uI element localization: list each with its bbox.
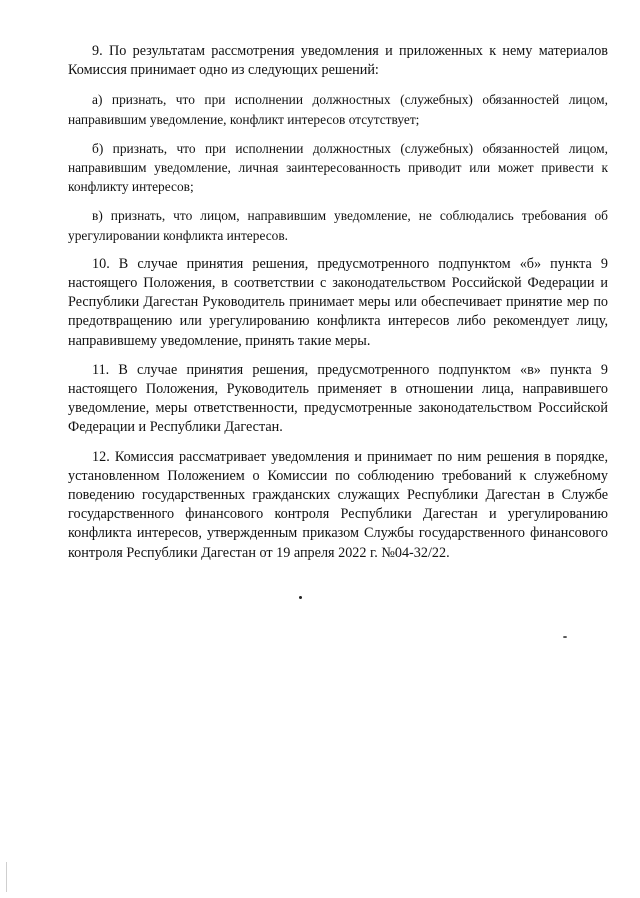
document-body bbox=[68, 42, 608, 573]
scan-speck bbox=[563, 636, 567, 638]
paragraph-12: 12. Комиссия рассматривает уведомления и принимает по ним решения в порядке, установленном Положением о Комиссии по соблюдению требований к служебному поведению государственных гражданских служащих Республики Дагестан в Службе государственного финансового контроля Республики Дагестан и урегулированию конфликта интересов, утвержденным приказом Службы государственного финансового контроля Республики Дагестан от 19 апреля 2022 г. №04-32/22. bbox=[68, 448, 608, 561]
paragraph-9a: а) признать, что при исполнении должностных (служебных) обязанностей лицом, направившим уведомление, конфликт интересов отсутствует; bbox=[68, 92, 608, 127]
scan-edge-mark bbox=[6, 862, 7, 892]
paragraph-11: 11. В случае принятия решения, предусмотренного подпунктом «в» пункта 9 настоящего Положения, Руководитель применяет в отношении лица, направившего уведомление, меры ответственности, предусмотренные законодательством Российской Федерации и Республики Дагестан. bbox=[68, 361, 608, 436]
paragraph-9c: в) признать, что лицом, направившим уведомление, не соблюдались требования об урегулировании конфликта интересов. bbox=[68, 208, 608, 243]
paragraph-10: 10. В случае принятия решения, предусмотренного подпунктом «б» пункта 9 настоящего Положения, в соответствии с законодательством Российской Федерации и Республики Дагестан Руководитель принимает меры или обеспечивает принятие мер по предотвращению или урегулированию конфликта интересов либо рекомендует лицу, направившему уведомление, принять такие меры. bbox=[68, 255, 608, 349]
paragraph-9b: б) признать, что при исполнении должностных (служебных) обязанностей лицом, направившим уведомление, личная заинтересованность приводит или может привести к конфликту интересов; bbox=[68, 140, 608, 195]
paragraph-9: 9. По результатам рассмотрения уведомления и приложенных к нему материалов Комиссия принимает одно из следующих решений: bbox=[68, 43, 608, 79]
scan-speck bbox=[299, 596, 302, 599]
